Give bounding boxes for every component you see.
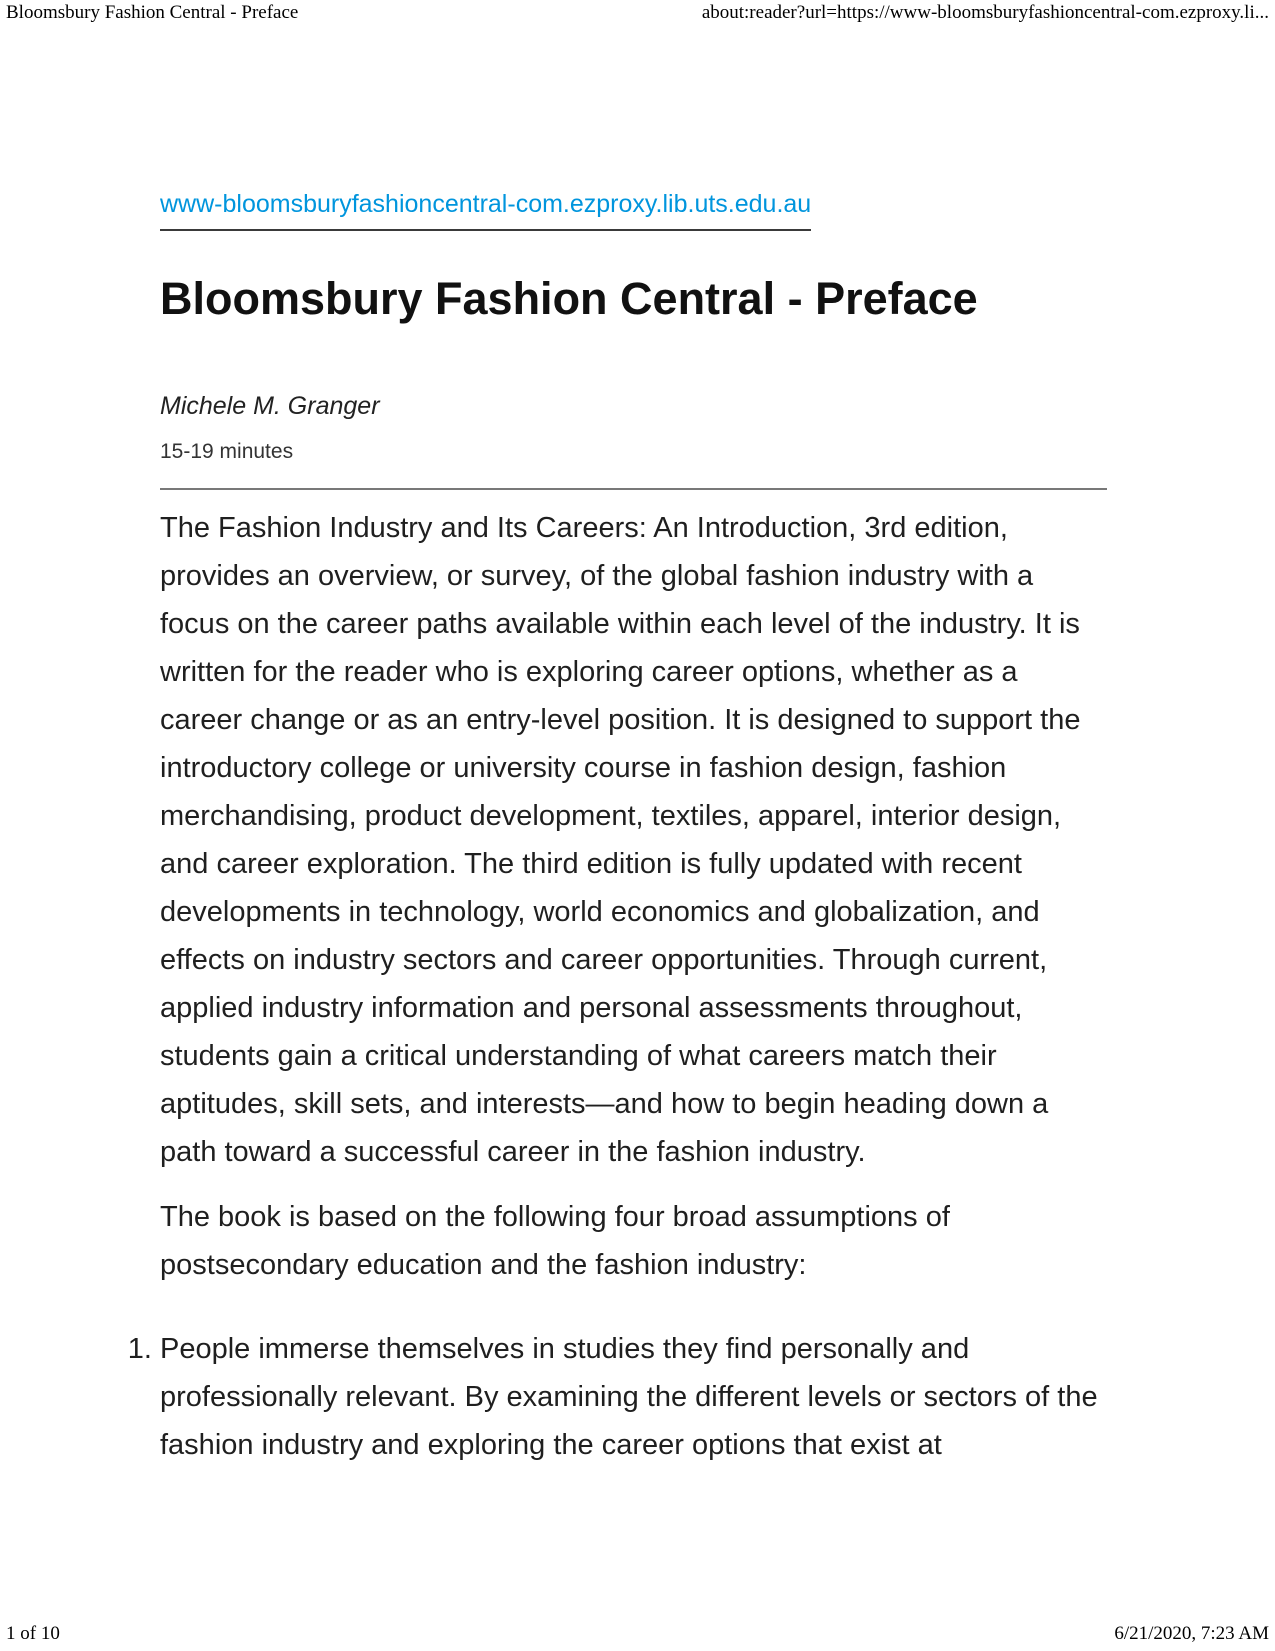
body-paragraph-1: The Fashion Industry and Its Careers: An Introduction, 3rd edition, provides an overview, or survey, of the global fashion industry with a focus on the career paths available within each level of the industry. It is written for the reader who is exploring career options, whether as a career change or as an entry-level position. It is designed to support the introductory college or university course in fashion design, fashion merchandising, product development, textiles, apparel, interior design, and career exploration. The third edition is fully updated with recent developments in technology, world economics and globalization, and effects on industry sectors and career opportunities. Through current, applied industry information and personal assessments throughout, students gain a critical understanding of what careers match their aptitudes, skill sets, and interests—and how to begin heading down a path toward a successful career in the fashion industry. [160, 512, 1081, 1168]
author-byline: Michele M. Granger [160, 392, 380, 420]
domain-link[interactable]: www-bloomsburyfashioncentral-com.ezproxy.lib.uts.edu.au [160, 189, 811, 231]
page-title: Bloomsbury Fashion Central - Preface [160, 273, 978, 324]
print-footer [6, 1623, 1269, 1645]
print-header-document-title: Bloomsbury Fashion Central - Preface [6, 2, 299, 23]
body-paragraph-2: The book is based on the following four broad assumptions of postsecondary education and the fashion industry: [160, 1201, 950, 1281]
page-number: 1 of 10 [6, 1623, 60, 1644]
content-divider [160, 488, 1107, 490]
assumptions-list-item-1: 1. People immerse themselves in studies they find personally and professionally relevant. By examining the different levels or sectors of the fashion industry and exploring the career options that exist at [160, 1325, 1107, 1469]
print-header-url: about:reader?url=https://www-bloomsburyfashioncentral-com.ezproxy.li... [701, 2, 1269, 23]
reader-article [160, 0, 1107, 1469]
reading-time-estimate: 15-19 minutes [160, 440, 294, 463]
assumptions-list [160, 1325, 1107, 1469]
print-timestamp: 6/21/2020, 7:23 AM [1114, 1623, 1269, 1644]
print-header [6, 2, 1269, 24]
